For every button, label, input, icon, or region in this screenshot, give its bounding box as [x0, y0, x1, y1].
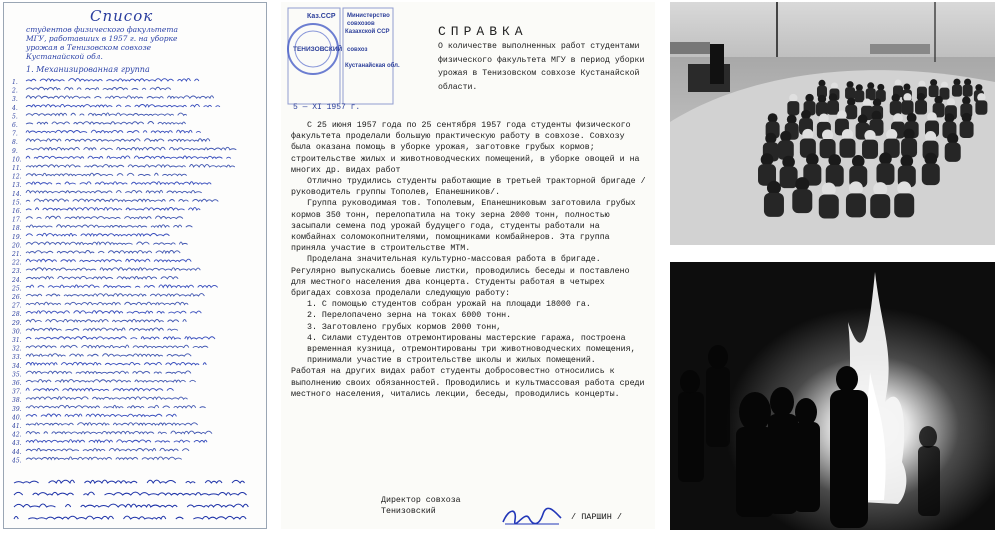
work-list-item: 4. Силами студентов отремонтированы мастерские гаража, построена временная кузница, отремонтированы три животноводческих помещения, принимали участие в строительстве школы и жилых помещений. [307, 333, 636, 366]
body-paragraph-4: Проделана значительная культурно-массовая работа в бригаде. Регулярно выпускались боевые листки, проводились беседы и поставлено для местного населения два концерта. Студенты работая в четырех бригадах совхоза проделали следующую работу: [291, 255, 630, 299]
list-row-number: 12. [12, 173, 22, 181]
list-row-number: 27. [12, 302, 22, 310]
handwritten-entry [26, 225, 192, 227]
person-head [964, 79, 971, 86]
handwritten-entry [26, 405, 206, 408]
person-head [822, 183, 836, 197]
person-head [837, 110, 847, 120]
list-row-number: 17. [12, 216, 22, 224]
person-body [866, 88, 876, 100]
person-head [819, 113, 829, 123]
handwritten-entry [26, 345, 208, 348]
person-body [922, 163, 940, 185]
handwritten-entry [26, 397, 187, 400]
handwritten-entry [26, 199, 218, 201]
list-row-number: 26. [12, 294, 22, 301]
person-head [863, 99, 871, 107]
person-head [765, 133, 776, 144]
handwritten-entry [26, 440, 207, 443]
list-row-number: 23. [12, 268, 22, 276]
person-head [789, 94, 797, 102]
list-row-number: 32. [12, 345, 22, 353]
person-head [849, 181, 863, 195]
list-row-number: 19. [12, 233, 22, 241]
person-body [854, 90, 864, 102]
list-row-number: 25. [12, 285, 22, 293]
person-body [890, 101, 902, 115]
list-row-number: 18. [12, 225, 22, 233]
list-row-number: 34. [12, 362, 22, 370]
person-body [827, 100, 839, 114]
person-head [864, 130, 875, 141]
list-row-number: 44. [12, 448, 22, 456]
handwritten-entry [26, 251, 180, 254]
handwritten-entry [26, 319, 186, 322]
handwritten-signature [499, 504, 569, 529]
list-row-number: 40. [12, 414, 22, 422]
person-body [894, 193, 914, 217]
handwritten-entry [26, 182, 211, 185]
person-head [925, 153, 938, 166]
list-row-number: 1. [12, 79, 18, 86]
person-head [907, 113, 917, 123]
person-head [962, 96, 970, 104]
person-head [901, 155, 914, 168]
person-head [767, 181, 781, 195]
stamp-line-4: Казахской ССР [345, 29, 390, 35]
person-head [806, 153, 819, 166]
list-row-number: 13. [12, 182, 22, 190]
person-head [867, 82, 874, 89]
person-head [886, 129, 897, 140]
person-head [945, 113, 955, 123]
person-head [975, 84, 982, 91]
person-body [952, 85, 962, 97]
person-head [852, 155, 865, 168]
signature-block [381, 495, 461, 517]
handwritten-entry [26, 354, 191, 357]
list-row-number: 31. [12, 337, 22, 344]
list-row-number: 35. [12, 371, 22, 379]
signature-scribble [14, 480, 244, 483]
person-body [845, 105, 857, 119]
body-paragraph-1: С 25 июня 1957 года по 25 сентября 1957 года студенты физического факультета проделали большую практическую работу в совхозе. Совхозу была оказана помощь в уборке урожая, заготовке грубых кормов; строительстве жилых и животноводческих помещений, в уборке овощей и на многих др. видах работ [291, 121, 640, 175]
handwritten-student-list [3, 2, 267, 529]
person-head [903, 84, 910, 91]
signature-scribble [14, 516, 246, 519]
handwritten-entry [26, 448, 189, 450]
person-head [847, 98, 855, 106]
stamp-line-1: Каз.ССР [307, 13, 336, 20]
person-head [941, 82, 948, 89]
person-body [960, 121, 974, 138]
list-row-number: 38. [12, 397, 22, 405]
person-head [879, 152, 892, 165]
person-head [872, 111, 882, 121]
handwritten-entry [26, 388, 173, 390]
signer-name: / ПАРШИН / [571, 512, 623, 522]
handwritten-entry [26, 457, 182, 459]
person-body [787, 101, 799, 115]
list-row-number: 29. [12, 319, 22, 327]
list-row-number: 28. [12, 311, 22, 319]
person-head [962, 113, 972, 123]
document-subject: О количестве выполненных работ студентами физического факультета МГУ в период уборки урожая в Тенизовском совхозе Кустанайской области. [438, 42, 645, 92]
person-body [862, 140, 878, 159]
person-head [895, 79, 902, 86]
person-body [846, 193, 866, 217]
person-head [801, 110, 811, 120]
list-row-number: 2. [12, 87, 18, 95]
handwritten-entry [26, 122, 185, 125]
list-row-number: 10. [12, 156, 22, 164]
list-row-number: 9. [12, 147, 18, 155]
person-head [934, 96, 942, 104]
group-heading: 1. Механизированная группа [26, 65, 150, 74]
stamp-line-5: ТЕНИЗОВСКИЙ [293, 46, 343, 53]
list-row-number: 16. [12, 208, 22, 215]
person-head [780, 131, 791, 142]
work-list-item: 3. Заготовлено грубых кормов 2000 тонн, [307, 322, 502, 332]
stamp-date: 5 — XI 1957 г. [293, 103, 361, 112]
person-head [761, 153, 774, 166]
work-list-item: 1. С помощью студентов собран урожай на площади 18000 га. [307, 300, 591, 310]
list-row-number: 43. [12, 440, 22, 448]
person-body [945, 143, 961, 162]
handwritten-entry [26, 285, 218, 288]
person-head [918, 81, 925, 88]
signer-org: Тенизовский [381, 507, 436, 516]
person-head [947, 98, 955, 106]
list-row-number: 41. [12, 423, 22, 430]
person-head [818, 80, 825, 87]
handwritten-entry [26, 233, 169, 235]
person-head [795, 177, 809, 191]
organization-stamp [287, 7, 400, 115]
person-head [858, 114, 868, 124]
handwritten-entry [26, 216, 183, 219]
person-head [873, 98, 881, 106]
person-body [929, 85, 939, 97]
list-row-number: 21. [12, 251, 22, 258]
list-header-line-3: урожая в Тенизовском совхозе [26, 43, 152, 52]
person-head [892, 94, 900, 102]
stamp-line-6: совхоз [347, 47, 368, 53]
handwritten-entry [26, 380, 196, 382]
body-paragraph-3: Группа руководимая тов. Тополевым, Епанешниковым заготовила грубых кормов 350 тонн, перелопатила на току зерна 2000 тонн, полностью засыпали семена под урожай будущего года, студенты работали на комбайнах соломокопнителями, помощниками комбайнеров. Эта группа приняла участие в строительстве МТМ. [291, 199, 636, 254]
person-body [764, 193, 784, 217]
list-row-number: 6. [12, 122, 18, 129]
signature-scribble [14, 492, 247, 495]
document-body [291, 120, 647, 400]
handwritten-entry [26, 431, 212, 434]
person-head [873, 182, 887, 196]
person-head [818, 95, 826, 103]
person-head [856, 84, 863, 91]
handwritten-entry [26, 190, 206, 193]
signer-title: Директор совхоза [381, 496, 461, 505]
handwritten-entry [26, 294, 208, 296]
person-body [902, 100, 914, 114]
person-head [787, 115, 797, 125]
person-body [975, 100, 987, 114]
person-head [977, 93, 985, 101]
list-header-line-1: студентов физического факультета [26, 25, 178, 34]
person-head [847, 81, 854, 88]
list-row-number: 24. [12, 276, 22, 284]
person-head [782, 156, 795, 169]
list-row-number: 8. [12, 139, 18, 147]
person-head [768, 113, 778, 123]
person-head [925, 131, 936, 142]
person-body [839, 139, 855, 158]
body-paragraph-2: Отлично трудились студенты работающие в третьей тракторной бригаде / руководитель группы Тополев, Епанешников/. [291, 177, 646, 198]
person-body [780, 167, 798, 189]
person-body [870, 194, 890, 218]
person-head [893, 113, 903, 123]
handwritten-entry [26, 87, 171, 89]
work-list [291, 299, 647, 366]
handwritten-entry [26, 173, 191, 175]
person-body [963, 85, 973, 97]
person-head [829, 93, 837, 101]
person-body [876, 163, 894, 185]
work-list-item: 2. Перелопачено зерна на токах 6000 тонн. [307, 311, 512, 321]
person-head [877, 84, 884, 91]
stamp-line-7: Кустанайская обл. [345, 63, 400, 69]
list-row-number: 33. [12, 354, 22, 362]
signature-scribble [14, 504, 248, 507]
person-head [917, 93, 925, 101]
handwritten-entry [26, 423, 198, 425]
list-row-number: 20. [12, 242, 22, 250]
person-head [947, 133, 958, 144]
photo-night-bonfire [670, 262, 995, 530]
handwritten-entry [26, 113, 187, 115]
handwritten-entry [26, 139, 210, 142]
list-row-number: 30. [12, 328, 22, 336]
handwritten-entry [26, 156, 231, 158]
handwritten-entry [26, 104, 220, 106]
handwritten-entry [26, 242, 188, 244]
handwritten-entry [26, 268, 200, 270]
handwritten-entry [26, 311, 201, 313]
person-head [903, 93, 911, 101]
list-row-number: 4. [12, 104, 18, 112]
list-row-number: 3. [12, 96, 18, 104]
list-header-line-4: Кустанайской обл. [26, 52, 103, 61]
person-body [901, 138, 917, 157]
person-body [792, 189, 812, 213]
handwritten-entry [26, 302, 188, 304]
photo-students-field [670, 2, 995, 245]
person-body [819, 195, 839, 219]
list-title: Список [90, 7, 154, 25]
handwritten-entry [26, 147, 240, 150]
handwritten-entry [26, 165, 235, 168]
handwritten-entry [26, 362, 206, 364]
handwritten-entry [26, 414, 180, 416]
handwritten-entry [26, 337, 215, 340]
handwritten-entry [26, 276, 178, 278]
person-head [903, 129, 914, 140]
list-row-number: 42. [12, 431, 22, 439]
list-row-number: 11. [12, 165, 22, 172]
handwritten-entry [26, 328, 182, 331]
list-row-number: 39. [12, 405, 22, 413]
person-head [930, 79, 937, 86]
person-head [953, 79, 960, 86]
stamp-line-3: совхозов [347, 21, 375, 27]
person-body [845, 87, 855, 99]
handwritten-entry [26, 96, 214, 98]
list-row-number: 22. [12, 259, 22, 267]
closing-paragraph: Работая на других видах работ студенты добросовестно относились к выполнению своих обязанностей. Проводились и культмассовая работа среди местного населения, читались лекции, беседы, проводились концерты. [291, 367, 645, 399]
person-head [828, 154, 841, 167]
handwritten-entry [26, 208, 200, 211]
document-title: СПРАВКА [438, 24, 528, 39]
person-head [842, 129, 853, 140]
list-row-number: 14. [12, 190, 22, 198]
person-head [805, 94, 813, 102]
handwriting-scribbles [4, 3, 267, 529]
list-header-line-2: МГУ, работавших в 1957 г. на уборке [26, 34, 178, 43]
stamp-line-2: Министерство [347, 13, 390, 19]
handwritten-entry [26, 371, 191, 374]
person-head [927, 112, 937, 122]
handwritten-entry [26, 259, 191, 261]
person-body [915, 100, 927, 114]
list-row-number: 7. [12, 130, 18, 138]
list-row-number: 5. [12, 113, 18, 121]
list-row-number: 15. [12, 199, 22, 207]
handwritten-entry [26, 79, 199, 81]
person-head [831, 82, 838, 89]
person-head [802, 129, 813, 140]
certificate-document [281, 2, 655, 529]
handwritten-entry [26, 130, 201, 132]
list-row-number: 36. [12, 380, 22, 387]
person-head [897, 181, 911, 195]
list-row-number: 37. [12, 388, 22, 396]
list-row-number: 45. [12, 457, 22, 465]
person-head [822, 129, 833, 140]
